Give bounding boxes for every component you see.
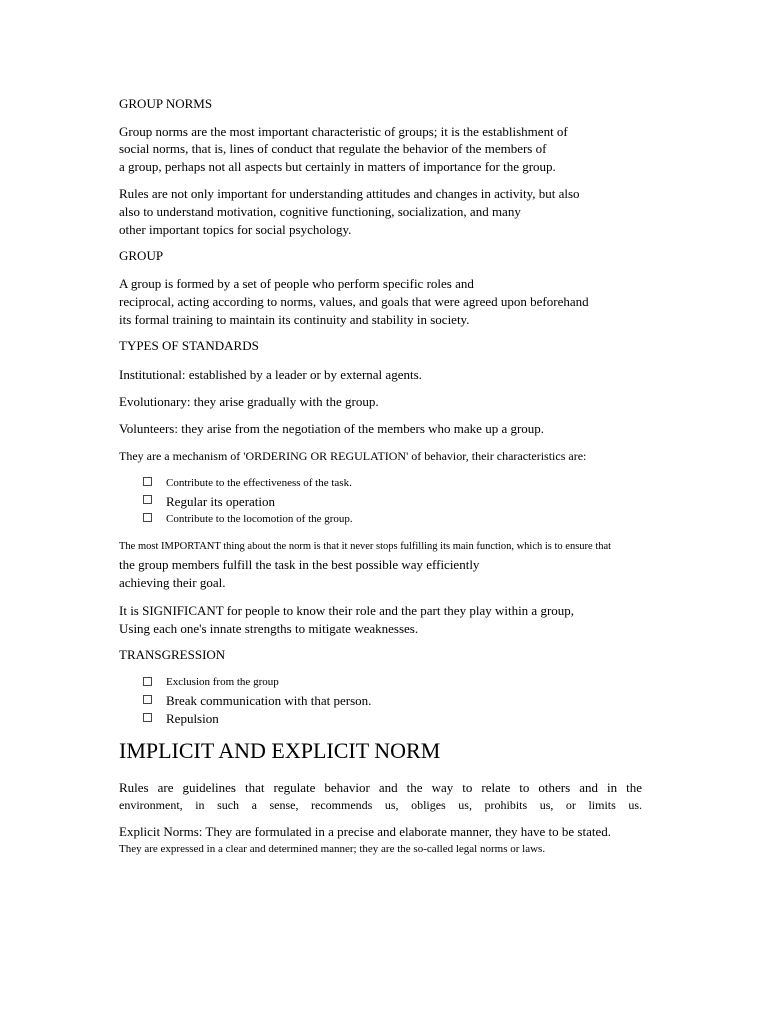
type-evolutionary: Evolutionary: they arise gradually with the group.: [119, 394, 379, 409]
significant-line-1: It is SIGNIFICANT for people to know their role and the part they play within a group,: [119, 603, 575, 618]
transgression-item: Repulsion: [166, 711, 219, 726]
heading-group-norms: GROUP NORMS: [119, 96, 213, 111]
transgression-item: Exclusion from the group: [166, 676, 279, 688]
explicit-line-1: Explicit Norms: They are formulated in a precise and elaborate manner, they have to be stated.: [119, 824, 611, 839]
rules-line-1: Rules are guidelines that regulate behavior and the way to relate to others and in the: [119, 780, 642, 795]
important-line-3: achieving their goal.: [119, 575, 226, 590]
p3-line-3: its formal training to maintain its continuity and stability in society.: [119, 312, 470, 327]
bullet-icon: [143, 513, 152, 522]
important-line-1: The most IMPORTANT thing about the norm is that it never stops fulfilling its main function, which is to ensure that: [119, 541, 612, 552]
p1-line-1: Group norms are the most important characteristic of groups; it is the establishment of: [119, 124, 568, 139]
transgression-item: Break communication with that person.: [166, 693, 372, 708]
important-line-2: the group members fulfill the task in the best possible way efficiently: [119, 557, 480, 572]
type-volunteers: Volunteers: they arise from the negotiation of the members who make up a group.: [119, 421, 545, 436]
p2-line-1: Rules are not only important for understanding attitudes and changes in activity, but also: [119, 186, 580, 201]
p3-line-1: A group is formed by a set of people who perform specific roles and: [119, 276, 474, 291]
heading-types-of-standards: TYPES OF STANDARDS: [119, 338, 259, 353]
heading-group: GROUP: [119, 248, 164, 263]
type-institutional: Institutional: established by a leader or by external agents.: [119, 367, 422, 382]
explicit-line-2: They are expressed in a clear and determined manner; they are the so-called legal norms or laws.: [119, 843, 546, 855]
mechanism-intro: They are a mechanism of 'ORDERING OR REGULATION' of behavior, their characteristics are:: [119, 449, 587, 463]
characteristic-item: Contribute to the locomotion of the group.: [166, 513, 353, 525]
p1-line-2: social norms, that is, lines of conduct that regulate the behavior of the members of: [119, 141, 547, 156]
p2-line-3: other important topics for social psychology.: [119, 222, 352, 237]
significant-line-2: Using each one's innate strengths to mitigate weaknesses.: [119, 621, 419, 636]
heading-implicit-explicit-norm: IMPLICIT AND EXPLICIT NORM: [119, 738, 441, 763]
bullet-icon: [143, 677, 152, 686]
bullet-icon: [143, 713, 152, 722]
p1-line-3: a group, perhaps not all aspects but certainly in matters of importance for the group.: [119, 159, 556, 174]
p3-line-2: reciprocal, acting according to norms, values, and goals that were agreed upon beforehand: [119, 294, 589, 309]
characteristic-item: Regular its operation: [166, 494, 276, 509]
bullet-icon: [143, 477, 152, 486]
p2-line-2: also to understand motivation, cognitive functioning, socialization, and many: [119, 204, 521, 219]
rules-line-2: environment, in such a sense, recommends us, obliges us, prohibits us, or limits us.: [119, 798, 642, 812]
heading-transgression: TRANSGRESSION: [119, 647, 226, 662]
bullet-icon: [143, 695, 152, 704]
bullet-icon: [143, 495, 152, 504]
characteristic-item: Contribute to the effectiveness of the task.: [166, 477, 352, 489]
